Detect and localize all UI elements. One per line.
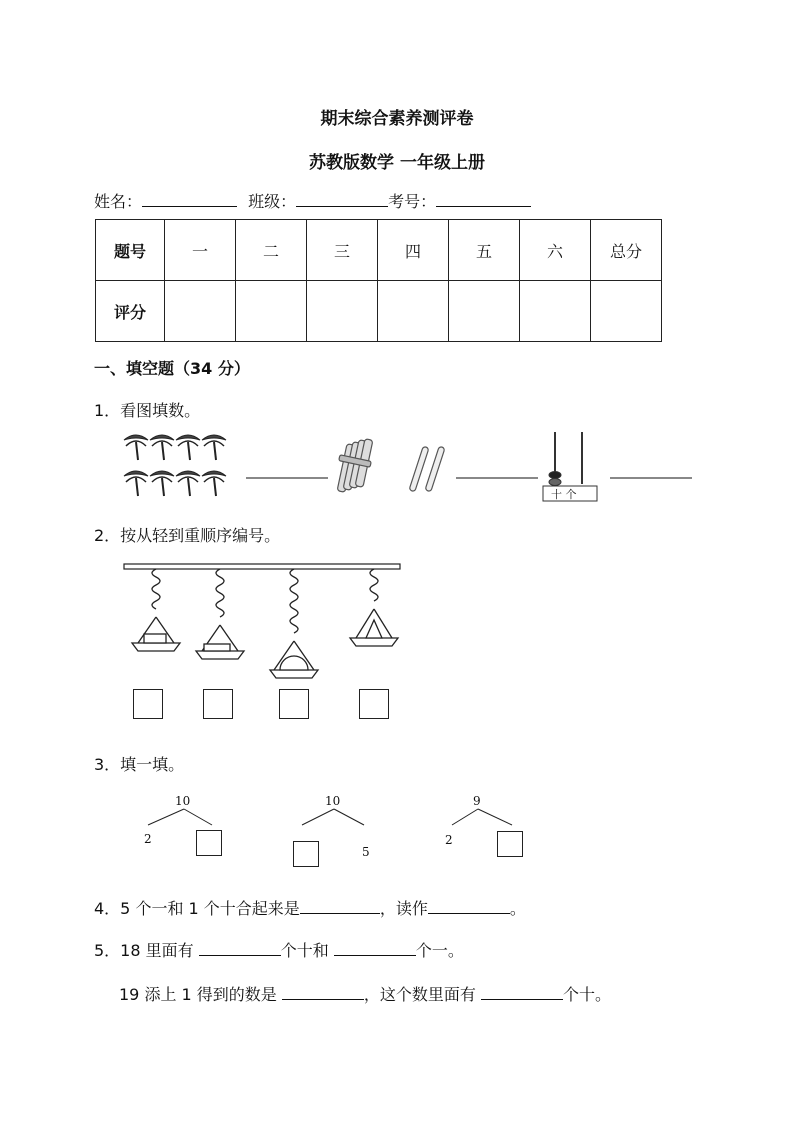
table-row [96, 281, 662, 342]
order-box-1[interactable] [133, 689, 163, 719]
student-info-line [94, 189, 531, 212]
class-label: 班级： [248, 192, 297, 211]
id-field[interactable] [436, 192, 531, 207]
score-input-cell[interactable] [165, 281, 236, 342]
answer-blank[interactable] [282, 985, 364, 1000]
table-cell: 评分 [96, 281, 165, 342]
score-table [95, 219, 662, 342]
order-box-3[interactable] [279, 689, 309, 719]
answer-blank[interactable] [334, 941, 416, 956]
class-field[interactable] [296, 192, 388, 207]
single-sticks-icon [409, 446, 445, 492]
tree-3-top: 9 [473, 794, 481, 808]
question-5-mid: 个十和 [280, 941, 334, 960]
score-input-cell[interactable] [520, 281, 591, 342]
palm-tree-icon [124, 435, 148, 460]
table-cell: 六 [520, 220, 591, 281]
question-5-line2-end: 个十。 [562, 985, 611, 1004]
question-5-line-1 [94, 938, 464, 961]
name-label: 姓名： [94, 192, 143, 211]
question-3-text: 3．填一填。 [94, 755, 185, 774]
tree-1-branches [140, 808, 230, 828]
palm-tree-icon [124, 471, 148, 496]
tree-2-answer-box[interactable] [293, 841, 319, 867]
question-5-line2-mid: ，这个数里面有 [363, 985, 481, 1004]
question-5-end: 个一。 [415, 941, 464, 960]
palm-tree-icon [202, 435, 226, 460]
stick-bundle-icon [337, 439, 373, 493]
palm-tree-icon [176, 471, 200, 496]
hanging-bar [124, 564, 400, 569]
table-cell: 四 [378, 220, 449, 281]
spring-scale-4 [350, 569, 398, 646]
table-row [96, 220, 662, 281]
palm-tree-icon [202, 471, 226, 496]
tree-1-left: 2 [144, 832, 152, 846]
section-heading: 一、填空题（34 分） [94, 359, 250, 378]
palm-tree-icon [176, 435, 200, 460]
tree-2-top: 10 [325, 794, 341, 808]
order-box-2[interactable] [203, 689, 233, 719]
question-5-line-2 [119, 982, 611, 1005]
spring-scale-3 [270, 569, 318, 678]
question-5-line2-prefix: 19 添上 1 得到的数是 [119, 985, 282, 1004]
score-input-cell[interactable] [236, 281, 307, 342]
answer-blank[interactable] [300, 899, 380, 914]
name-field[interactable] [142, 192, 237, 207]
table-cell: 题号 [96, 220, 165, 281]
palm-tree-icon [150, 435, 174, 460]
answer-blank[interactable] [199, 941, 281, 956]
score-input-cell[interactable] [449, 281, 520, 342]
palm-trees-illustration [124, 435, 226, 496]
question-4-end: 。 [509, 899, 526, 918]
question-4-mid: ，读作 [379, 899, 428, 918]
table-cell: 二 [236, 220, 307, 281]
table-cell: 三 [307, 220, 378, 281]
id-label: 考号： [388, 192, 437, 211]
question-5-prefix: 5．18 里面有 [94, 941, 199, 960]
score-input-cell[interactable] [307, 281, 378, 342]
question-4-line [94, 896, 526, 919]
page-title: 期末综合素养测评卷 [320, 109, 474, 129]
spring-scale-2 [196, 569, 244, 659]
tree-3-branches [444, 808, 534, 828]
tree-3-answer-box[interactable] [497, 831, 523, 857]
question-1-figures [120, 430, 720, 505]
palm-tree-icon [150, 471, 174, 496]
spring-scale-1 [132, 569, 180, 651]
tree-2-right: 5 [362, 845, 370, 859]
table-cell: 五 [449, 220, 520, 281]
score-input-cell[interactable] [378, 281, 449, 342]
score-input-cell[interactable] [591, 281, 662, 342]
answer-blank[interactable] [481, 985, 563, 1000]
question-2-text: 2．按从轻到重顺序编号。 [94, 526, 281, 545]
answer-blank[interactable] [428, 899, 510, 914]
tree-3-left: 2 [445, 833, 453, 847]
question-1-text: 1．看图填数。 [94, 401, 201, 420]
tree-2-branches [292, 808, 382, 828]
page-subtitle: 苏教版数学 一年级上册 [309, 153, 485, 173]
question-4-prefix: 4．5 个一和 1 个十合起来是 [94, 899, 300, 918]
order-box-4[interactable] [359, 689, 389, 719]
table-cell: 总分 [591, 220, 662, 281]
spring-scales-illustration [120, 560, 420, 685]
tree-1-top: 10 [175, 794, 191, 808]
tree-1-answer-box[interactable] [196, 830, 222, 856]
abacus-label: 十 个 [551, 488, 577, 501]
table-cell: 一 [165, 220, 236, 281]
